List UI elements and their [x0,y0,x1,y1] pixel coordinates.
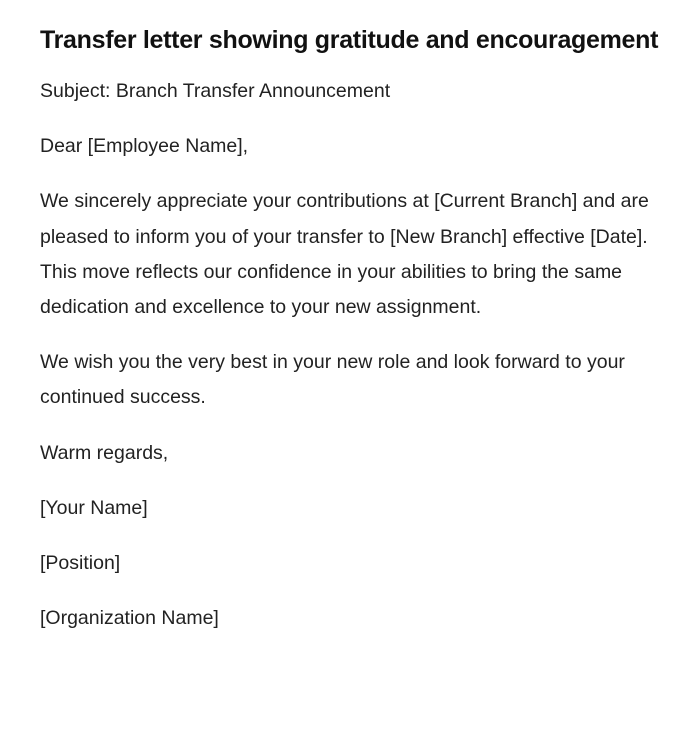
signature-organization: [Organization Name] [40,607,219,630]
closing: Warm regards, [40,441,169,464]
letter-document [40,18,660,636]
signature-position: [Position] [40,552,121,575]
document-title: Transfer letter showing gratitude and encouragement [40,26,659,54]
signature-name: [Your Name] [40,496,148,519]
body-paragraph-2: We wish you the very best in your new role and look forward to your continued success. [40,351,625,409]
body-paragraph-1: We sincerely appreciate your contributions at [Current Branch] and are pleased to inform you of your transfer to [New Branch] effective [Date]. This move reflects our confidence in your abilities to bring the same dedication and excellence to your new assignment. [40,190,649,319]
subject-line: Subject: Branch Transfer Announcement [40,80,391,102]
salutation: Dear [Employee Name], [40,135,249,158]
